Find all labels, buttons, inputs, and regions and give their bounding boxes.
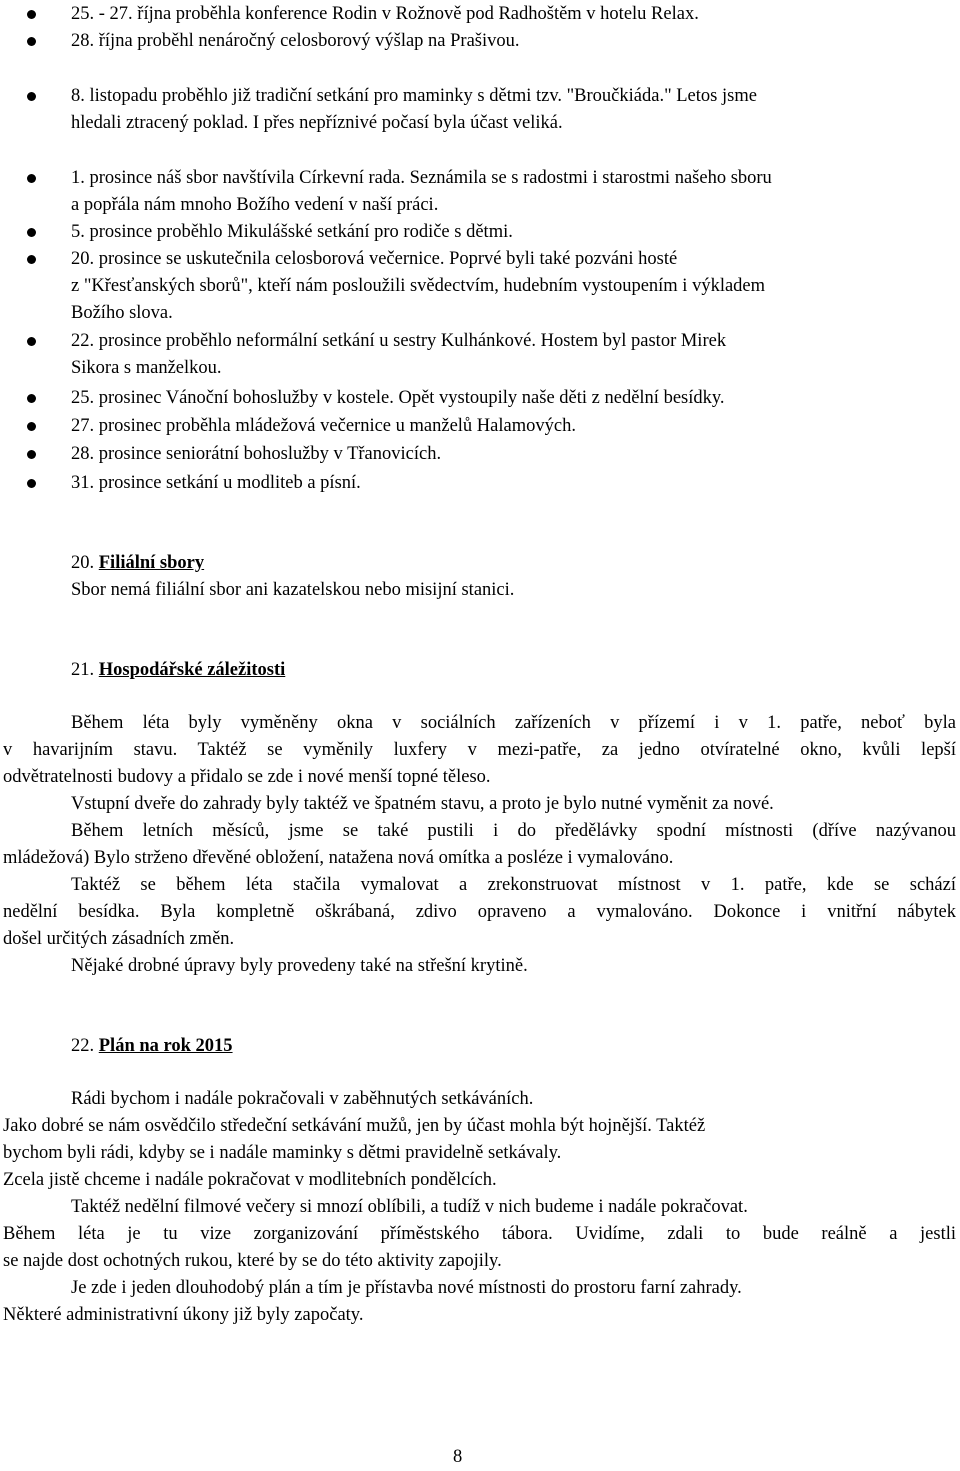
paragraph-line: mládežová) Bylo strženo dřevěné obložení, natažena nová omítka a posléze i vymalováno.	[3, 848, 674, 868]
list-item-text: 1. prosince náš sbor navštívila Církevní rada. Seznámila se s radostmi i starostmi našeho sboru	[71, 168, 772, 188]
section-text: Sbor nemá filiální sbor ani kazatelskou nebo misijní stanici.	[71, 580, 515, 600]
list-item-text: 20. prosince se uskutečnila celosborová večernice. Poprvé byli také pozváni hosté	[71, 249, 678, 269]
bullet-icon	[27, 37, 36, 46]
paragraph-line: Jako dobré se nám osvědčilo středeční setkávání mužů, jen by účast mohla být hojnější. Taktéž	[3, 1116, 706, 1136]
paragraph-line: Během léta je tu vize zorganizování příměstského tábora. Uvidíme, zdali to bude reálně a jestli	[3, 1224, 956, 1244]
paragraph-line: Vstupní dveře do zahrady byly taktéž ve špatném stavu, a proto je bylo nutné vyměnit za nové.	[71, 794, 774, 814]
paragraph-line: Rádi bychom i nadále pokračovali v zaběhnutých setkáváních.	[71, 1089, 534, 1109]
list-item-text: 8. listopadu proběhlo již tradiční setkání pro maminky s dětmi tzv. "Broučkiáda." Letos jsme	[71, 86, 757, 106]
bullet-icon	[27, 450, 36, 459]
list-item-text: 25. prosinec Vánoční bohoslužby v kostele. Opět vystoupily naše děti z nedělní besídky.	[71, 388, 725, 408]
bullet-icon	[27, 92, 36, 101]
section-number: 20.	[71, 553, 95, 573]
list-item-text: Sikora s manželkou.	[71, 358, 222, 378]
section-heading	[71, 657, 285, 684]
list-item-text: Božího slova.	[71, 303, 173, 323]
paragraph-line: nedělní besídka. Byla kompletně oškrábaná, zdivo opraveno a vymalováno. Dokonce i vnitřní nábytek	[3, 902, 956, 922]
list-item-text: 31. prosince setkání u modliteb a písní.	[71, 473, 361, 493]
list-item-text: 22. prosince proběhlo neformální setkání u sestry Kulhánkové. Hostem byl pastor Mirek	[71, 331, 727, 351]
list-item-text: a popřála nám mnoho Božího vedení v naší práci.	[71, 195, 439, 215]
list-item-text: 25. - 27. října proběhla konference Rodin v Rožnově pod Radhoštěm v hotelu Relax.	[71, 4, 699, 24]
paragraph-line: Taktéž nedělní filmové večery si mnozí oblíbili, a tudíž v nich budeme i nadále pokračovat.	[71, 1197, 748, 1217]
section-title: Plán na rok 2015	[98, 1036, 233, 1056]
bullet-icon	[27, 228, 36, 237]
section-title: Hospodářské záležitosti	[98, 660, 286, 680]
bullet-icon	[27, 394, 36, 403]
section-heading	[71, 550, 204, 577]
paragraph-line: Některé administrativní úkony již byly započaty.	[3, 1305, 364, 1325]
paragraph-line: Během letních měsíců, jsme se také pustili i do předělávky spodní místnosti (dříve nazývanou	[71, 821, 956, 841]
paragraph-line: Nějaké drobné úpravy byly provedeny také na střešní krytině.	[71, 956, 528, 976]
bullet-icon	[27, 337, 36, 346]
bullet-icon	[27, 422, 36, 431]
bullet-icon	[27, 255, 36, 264]
paragraph-line: odvětratelnosti budovy a přidalo se zde i nové menší topné těleso.	[3, 767, 491, 787]
list-item-text: z "Křesťanských sborů", kteří nám posloužili svědectvím, hudebním vystoupením i výkladem	[71, 276, 766, 296]
paragraph-line: Během léta byly vyměněny okna v sociálních zařízeních v přízemí i v 1. patře, neboť byla	[71, 713, 956, 733]
paragraph-line: Zcela jistě chceme i nadále pokračovat v modlitebních pondělcích.	[3, 1170, 497, 1190]
paragraph-line: Taktéž se během léta stačila vymalovat a zrekonstruovat místnost v 1. patře, kde se schází	[71, 875, 956, 895]
paragraph-line: bychom byli rádi, kdyby se i nadále maminky s dětmi pravidelně setkávaly.	[3, 1143, 562, 1163]
section-number: 21.	[71, 660, 95, 680]
bullet-icon	[27, 10, 36, 19]
section-title: Filiální sbory	[98, 553, 205, 573]
list-item-text: 27. prosinec proběhla mládežová večernice u manželů Halamových.	[71, 416, 576, 436]
bullet-icon	[27, 174, 36, 183]
list-item-text: 28. prosince seniorátní bohoslužby v Třanovicích.	[71, 444, 442, 464]
page-number: 8	[453, 1447, 463, 1467]
paragraph-line: se najde dost ochotných rukou, které by se do této aktivity zapojily.	[3, 1251, 502, 1271]
paragraph-line: došel určitých zásadních změn.	[3, 929, 235, 949]
bullet-icon	[27, 479, 36, 488]
section-heading	[71, 1033, 233, 1060]
paragraph-line: v havarijním stavu. Taktéž se vyměnily luxfery v mezi-patře, za jedno otvíratelné okno, kvůli lepší	[3, 740, 956, 760]
list-item-text: 5. prosince proběhlo Mikulášské setkání pro rodiče s dětmi.	[71, 222, 513, 242]
list-item-text: 28. října proběhl nenáročný celosborový výšlap na Prašivou.	[71, 31, 520, 51]
paragraph-line: Je zde i jeden dlouhodobý plán a tím je přístavba nové místnosti do prostoru farní zahrady.	[71, 1278, 742, 1298]
section-number: 22.	[71, 1036, 95, 1056]
list-item-text: hledali ztracený poklad. I přes nepříznivé počasí byla účast veliká.	[71, 113, 563, 133]
